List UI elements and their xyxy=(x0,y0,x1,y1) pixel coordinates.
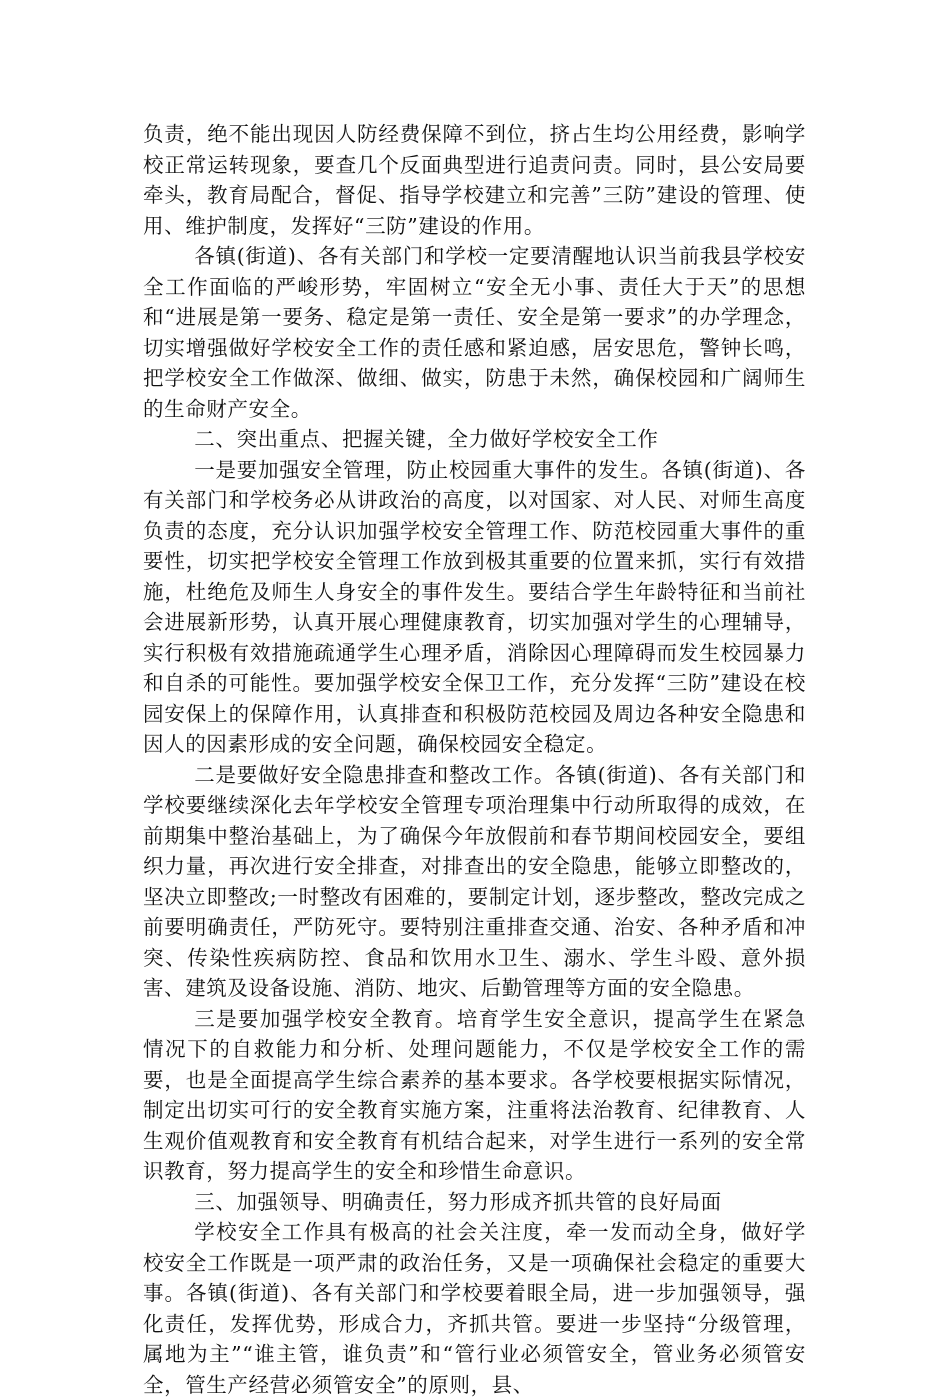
section-heading: 三、加强领导、明确责任，努力形成齐抓共管的良好局面 xyxy=(194,1189,722,1214)
paragraph: 二是要做好安全隐患排查和整改工作。各镇(街道)、各有关部门和学校要继续深化去年学校安全管理专项治理集中行动所取得的成效，在前期集中整治基础上，为了确保今年放假前和春节期间校园安全，要组织力量，再次进行安全排查，对排查出的安全隐患，能够立即整改的，坚决立即整改;一时整改有困难的，要制定计划，逐步整改，整改完成之前要明确责任，严防死守。要特别注重排查交通、治安、各种矛盾和冲突、传染性疾病防控、食品和饮用水卫生、溺水、学生斗殴、意外损害、建筑及设备设施、消防、地灾、后勤管理等方面的安全隐患。 xyxy=(143,762,806,1000)
paragraph: 三是要加强学校安全教育。培育学生安全意识，提高学生在紧急情况下的自救能力和分析、处理问题能力，不仅是学校安全工作的需要，也是全面提高学生综合素养的基本要求。各学校要根据实际情况，制定出切实可行的安全教育实施方案，注重将法治教育、纪律教育、人生观价值观教育和安全教育有机结合起来，对学生进行一系列的安全常识教育，努力提高学生的安全和珍惜生命意识。 xyxy=(143,1006,806,1183)
paragraph: 一是要加强安全管理，防止校园重大事件的发生。各镇(街道)、各有关部门和学校务必从讲政治的高度，以对国家、对人民、对师生高度负责的态度，充分认识加强学校安全管理工作、防范校园重大事件的重要性，切实把学校安全管理工作放到极其重要的位置来抓，实行有效措施，杜绝危及师生人身安全的事件发生。要结合学生年龄特征和当前社会进展新形势，认真开展心理健康教育，切实加强对学生的心理辅导，实行积极有效措施疏通学生心理矛盾，消除因心理障碍而发生校园暴力和自杀的可能性。要加强学校安全保卫工作，充分发挥“三防”建设在校园安保上的保障作用，认真排查和积极防范校园及周边各种安全隐患和因人的因素形成的安全问题，确保校园安全稳定。 xyxy=(143,457,806,756)
section-heading: 二、突出重点、把握关键，全力做好学校安全工作 xyxy=(194,427,659,451)
paragraph: 学校安全工作具有极高的社会关注度，牵一发而动全身，做好学校安全工作既是一项严肃的政治任务，又是一项确保社会稳定的重要大事。各镇(街道)、各有关部门和学校要着眼全局，进一步加强领导，强化责任，发挥优势，形成合力，齐抓共管。要进一步坚持“分级管理，属地为主”“谁主管，谁负责”和“管行业必须管安全，管业务必须管安全，管生产经营必须管安全”的原则，县、 xyxy=(143,1220,806,1397)
paragraph: 各镇(街道)、各有关部门和学校一定要清醒地认识当前我县学校安全工作面临的严峻形势，牢固树立“安全无小事、责任大于天”的思想和“进展是第一要务、稳定是第一责任、安全是第一要求”的办学理念，切实增强做好学校安全工作的责任感和紧迫感，居安思危，警钟长鸣，把学校安全工作做深、做细、做实，防患于未然，确保校园和广阔师生的生命财产安全。 xyxy=(143,244,806,421)
document-body xyxy=(143,119,806,1400)
paragraph-continuation: 负责，绝不能出现因人防经费保障不到位，挤占生均公用经费，影响学校正常运转现象，要查几个反面典型进行追责问责。同时，县公安局要牵头，教育局配合，督促、指导学校建立和完善”三防”建设的管理、使用、维护制度，发挥好“三防”建设的作用。 xyxy=(143,122,806,238)
